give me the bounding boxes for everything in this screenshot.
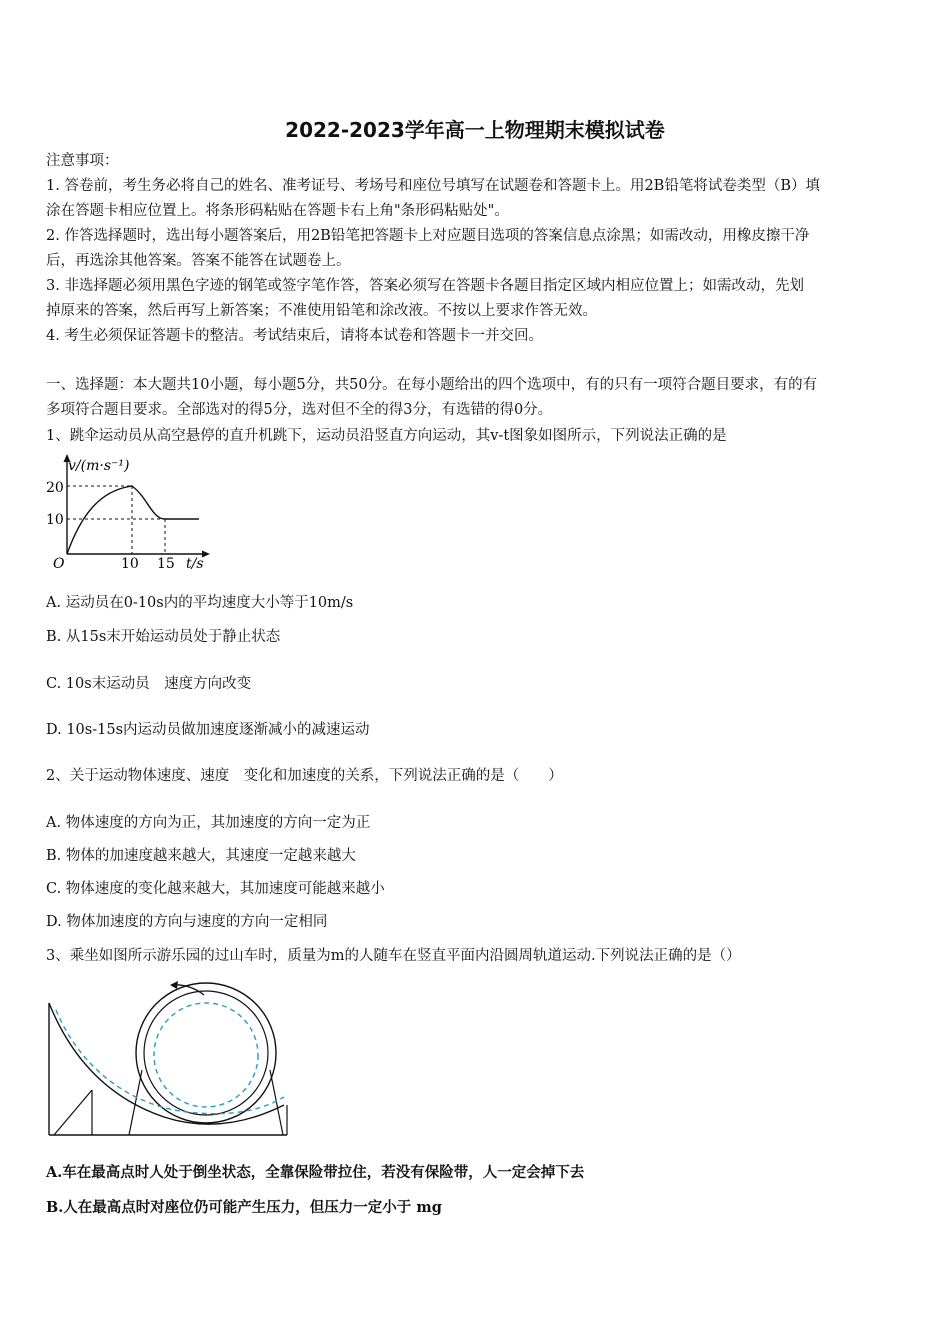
vt-graph [44,452,224,574]
notice-line: 2. 作答选择题时，选出每小题答案后，用2B铅笔把答题卡上对应题目选项的答案信息点涂黑；如需改动，用橡皮擦干净 [46,228,810,244]
section-instructions: 一、选择题：本大题共10小题，每小题5分，共50分。在每小题给出的四个选项中，有的只有一项符合题目要求，有的有 [46,377,818,393]
notice-line: 4. 考生必须保证答题卡的整洁。考试结束后，请将本试卷和答题卡一并交回。 [46,328,543,344]
question-1-option-c: C. 10s末运动员 速度方向改变 [46,676,252,692]
graph-x-tick: 10 [121,556,139,572]
question-3-stem: 3、乘坐如图所示游乐园的过山车时，质量为m的人随车在竖直平面内沿圆周轨道运动.下列说法正确的是（） [46,948,741,964]
notice-line: 后，再选涂其他答案。答案不能答在试题卷上。 [46,253,351,269]
question-1-option-a: A. 运动员在0-10s内的平均速度大小等于10m/s [46,595,354,611]
graph-y-label: v/(m·s⁻¹) [68,458,130,474]
question-1-option-d: D. 10s-15s内运动员做加速度逐渐减小的减速运动 [46,722,370,738]
question-2-option-c: C. 物体速度的变化越来越大，其加速度可能越来越小 [46,881,385,897]
question-1-stem: 1、跳伞运动员从高空悬停的直升机跳下，运动员沿竖直方向运动，其v-t图象如图所示，下列说法正确的是 [46,428,727,444]
notice-line: 涂在答题卡相应位置上。将条形码粘贴在答题卡右上角"条形码粘贴处"。 [46,203,509,219]
roller-coaster-diagram [44,975,294,1140]
question-2-option-b: B. 物体的加速度越来越大，其速度一定越来越大 [46,848,356,864]
graph-x-label: t/s [186,556,204,572]
question-2-option-a: A. 物体速度的方向为正，其加速度的方向一定为正 [46,815,371,831]
notice-line: 掉原来的答案，然后再写上新答案；不准使用铅笔和涂改液。不按以上要求作答无效。 [46,303,597,319]
notice-heading: 注意事项： [46,153,119,169]
question-1-option-b: B. 从15s末开始运动员处于静止状态 [46,629,281,645]
notice-line: 1. 答卷前，考生务必将自己的姓名、准考证号、考场号和座位号填写在试题卷和答题卡上。用2B铅笔将试卷类型（B）填 [46,178,820,194]
graph-x-tick: 15 [157,556,175,572]
graph-origin: O [53,556,65,572]
page-title: 2022-2023学年高一上物理期末模拟试卷 [285,118,665,142]
notice-line: 3. 非选择题必须用黑色字迹的钢笔或签字笔作答，答案必须写在答题卡各题目指定区域内相应位置上；如需改动，先划 [46,278,804,294]
section-instructions: 多项符合题目要求。全部选对的得5分，选对但不全的得3分，有选错的得0分。 [46,402,553,418]
question-2-stem: 2、关于运动物体速度、速度 变化和加速度的关系，下列说法正确的是（ ） [46,768,563,784]
question-3-option-a: A.车在最高点时人处于倒坐状态，全靠保险带拉住，若没有保险带，人一定会掉下去 [46,1164,585,1181]
graph-y-tick: 10 [46,512,64,528]
question-3-option-b: B.人在最高点时对座位仍可能产生压力，但压力一定小于 mg [46,1199,442,1216]
graph-y-tick: 20 [46,480,64,496]
question-2-option-d: D. 物体加速度的方向与速度的方向一定相同 [46,914,328,930]
